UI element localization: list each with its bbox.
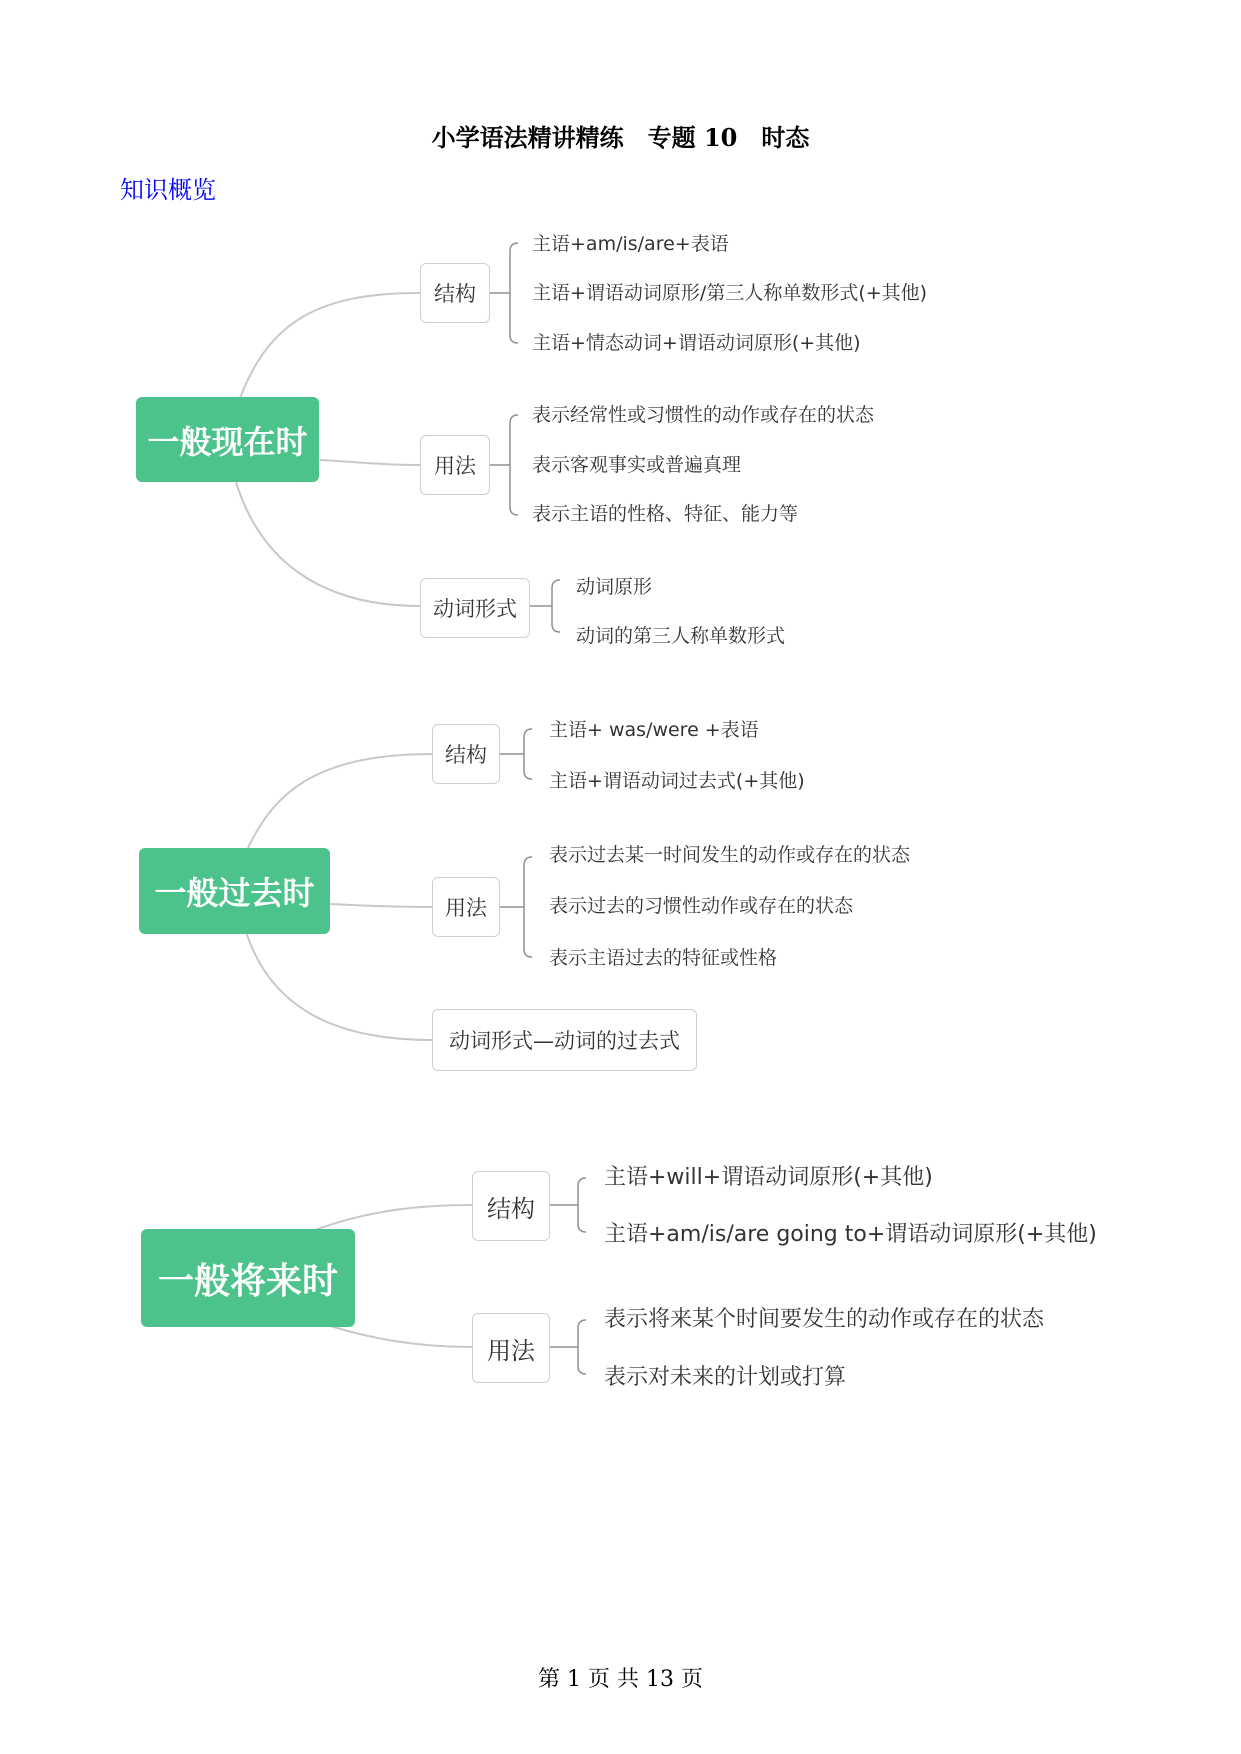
leaf-past-structure-1: 主语+ was/were +表语: [549, 719, 759, 741]
branch-past-verb-form: 动词形式—动词的过去式: [432, 1009, 697, 1071]
leaf-past-usage-3: 表示主语过去的特征或性格: [549, 947, 778, 969]
leaf-past-structure-2: 主语+谓语动词过去式(+其他): [549, 770, 805, 792]
bracket-present-verbform: [530, 580, 560, 632]
branch-past-usage: 用法: [432, 877, 500, 937]
branch-future-usage: 用法: [472, 1313, 550, 1383]
leaf-future-structure-1: 主语+will+谓语动词原形(+其他): [604, 1165, 933, 1190]
leaf-future-usage-2: 表示对未来的计划或打算: [604, 1365, 847, 1390]
branch-present-structure: 结构: [420, 263, 490, 323]
section-heading: 知识概览: [120, 176, 216, 204]
bracket-present-usage: [490, 415, 518, 515]
connector-future-structure: [315, 1205, 472, 1230]
page-footer: 第 1 页 共 13 页: [538, 1667, 703, 1692]
leaf-past-usage-1: 表示过去某一时间发生的动作或存在的状态: [549, 844, 911, 866]
root-node-past-tense: 一般过去时: [139, 848, 330, 934]
leaf-present-structure-3: 主语+情态动词+谓语动词原形(+其他): [532, 332, 861, 354]
leaf-present-structure-1: 主语+am/is/are+表语: [532, 233, 729, 255]
leaf-present-verbform-1: 动词原形: [576, 576, 653, 598]
connector-present-usage: [320, 460, 420, 465]
branch-present-usage: 用法: [420, 435, 490, 495]
bracket-future-structure: [550, 1178, 586, 1232]
bracket-present-structure: [490, 243, 518, 343]
bracket-past-structure: [500, 729, 532, 779]
leaf-present-usage-3: 表示主语的性格、特征、能力等: [532, 503, 799, 525]
leaf-present-usage-2: 表示客观事实或普遍真理: [532, 454, 742, 476]
connector-present-verbform: [236, 482, 420, 606]
leaf-present-structure-2: 主语+谓语动词原形/第三人称单数形式(+其他): [532, 282, 928, 304]
branch-future-structure: 结构: [472, 1171, 550, 1241]
document-title: 小学语法精讲精练 专题 10 时态: [431, 123, 810, 152]
leaf-future-structure-2: 主语+am/is/are going to+谓语动词原形(+其他): [604, 1222, 1097, 1247]
leaf-present-verbform-2: 动词的第三人称单数形式: [576, 625, 786, 647]
root-node-future-tense: 一般将来时: [141, 1229, 355, 1327]
connector-past-usage: [330, 904, 432, 907]
connector-present-structure: [240, 293, 420, 398]
bracket-past-usage: [500, 857, 532, 957]
leaf-future-usage-1: 表示将来某个时间要发生的动作或存在的状态: [604, 1307, 1045, 1332]
branch-present-verb-form: 动词形式: [420, 578, 530, 638]
root-node-present-tense: 一般现在时: [136, 397, 319, 482]
leaf-past-usage-2: 表示过去的习惯性动作或存在的状态: [549, 895, 854, 917]
branch-past-structure: 结构: [432, 724, 500, 784]
bracket-future-usage: [550, 1320, 586, 1374]
connector-past-verbform: [246, 932, 432, 1040]
leaf-present-usage-1: 表示经常性或习惯性的动作或存在的状态: [532, 404, 875, 426]
connector-past-structure: [248, 754, 432, 848]
